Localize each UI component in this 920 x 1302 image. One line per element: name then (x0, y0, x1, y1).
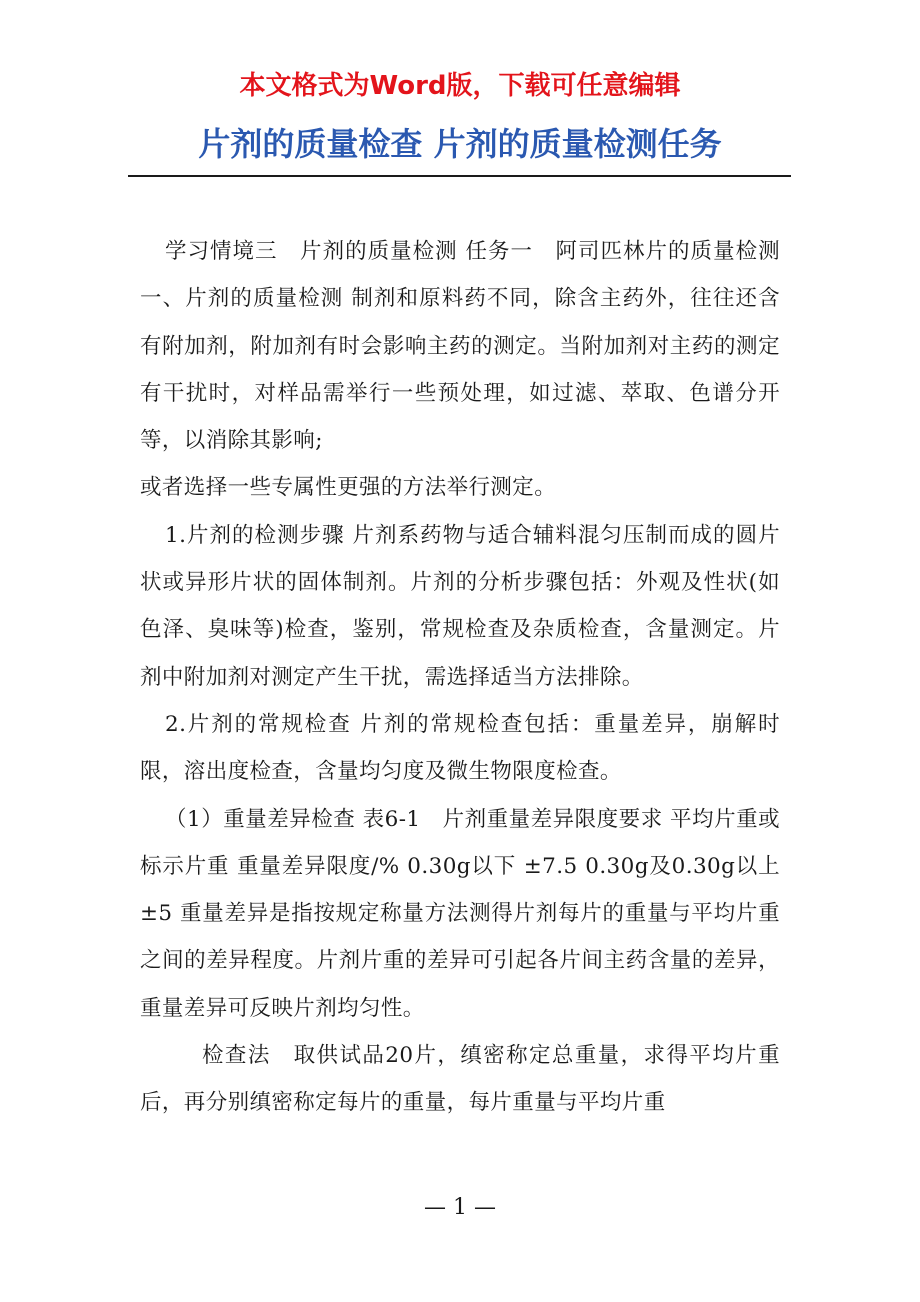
paragraph-detection-steps: 1.片剂的检测步骤 片剂系药物与适合辅料混匀压制而成的圆片状或异形片状的固体制剂。片剂的分析步骤包括：外观及性状(如色泽、臭味等)检查，鉴别，常规检查及杂质检查，含量测定。片剂中附加剂对测定产生干扰，需选择适当方法排除。 (140, 522, 780, 690)
format-banner: 本文格式为Word版，下载可任意编辑 (239, 71, 681, 101)
paragraph-weight-variation: （1）重量差异检查 表6-1 片剂重量差异限度要求 平均片重或标示片重 重量差异限度/% 0.30g以下 ±7.5 0.30g及0.30g以上 ±5 重量差异是指按规定称量方法测得片剂每片的重量与平均片重之间的差异程度。片剂片重的差异可引起各片间主药含量的差异，重量差异可反映片剂均匀性。 (140, 806, 780, 1021)
paragraph-check-method: 检查法 取供试品20片，缜密称定总重量，求得平均片重后，再分别缜密称定每片的重量，每片重量与平均片重 (140, 1043, 780, 1116)
page-number: — 1 — (424, 1195, 496, 1220)
document-body (140, 228, 780, 1127)
paragraph-routine-checks: 2.片剂的常规检查 片剂的常规检查包括：重量差异，崩解时限，溶出度检查，含量均匀度及微生物限度检查。 (140, 711, 780, 785)
paragraph-intro-continued: 或者选择一些专属性更强的方法举行测定。 (140, 475, 557, 501)
document-title: 片剂的质量检查 片剂的质量检测任务 (198, 125, 722, 163)
title-divider (128, 175, 791, 177)
paragraph-intro: 学习情境三 片剂的质量检测 任务一 阿司匹林片的质量检测 一、片剂的质量检测 制剂和原料药不同，除含主药外，往往还含有附加剂，附加剂有时会影响主药的测定。当附加剂对主药的测定有干扰时，对样品需举行一些预处理，如过滤、萃取、色谱分开等，以消除其影响; (140, 239, 780, 454)
